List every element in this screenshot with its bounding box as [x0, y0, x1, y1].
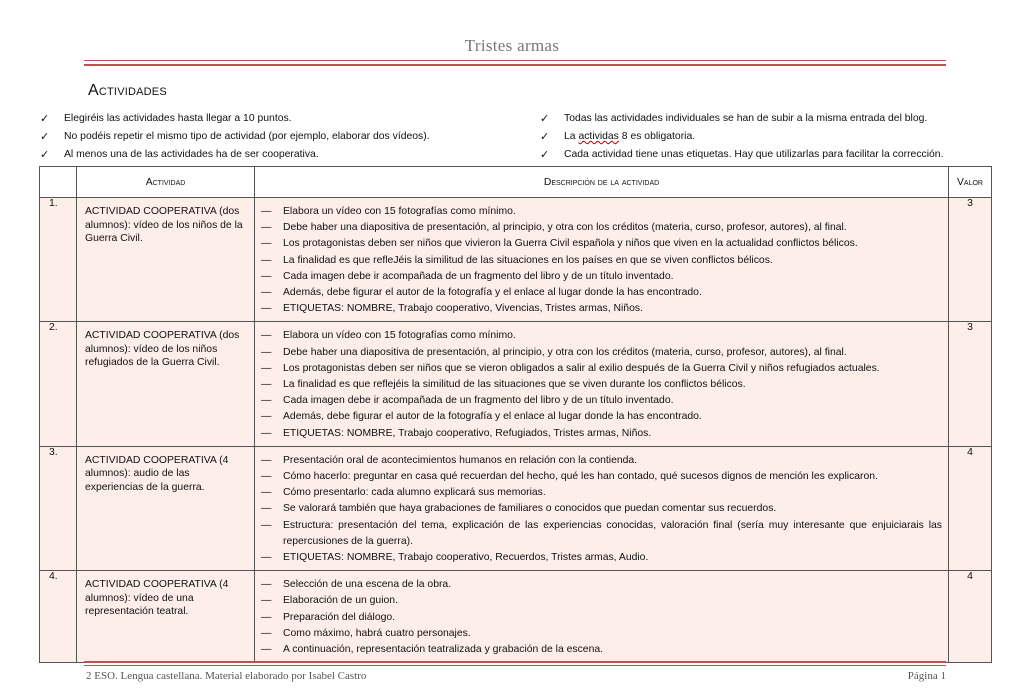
- document-title: Tristes armas: [464, 36, 560, 55]
- description-item: — La finalidad es que refleJéis la similitud de las situaciones en los países en que se viven conflictos bélicos.: [259, 253, 942, 269]
- misspelled-word: actividas: [578, 131, 619, 142]
- header-activity: Actividad: [77, 167, 255, 198]
- dash-icon: —: [261, 222, 272, 234]
- instruction-text-start: La: [564, 131, 576, 142]
- header-description: Descripción de la actividad: [255, 167, 949, 198]
- description-item: — Los protagonistas deben ser niños que se vieron obligados a salir al exilio después de la Guerra Civil y niños refugiados actuales.: [259, 361, 942, 377]
- table-row: [40, 198, 992, 322]
- activity-description: [255, 322, 949, 446]
- activity-description: [255, 446, 949, 570]
- description-item: — Selección de una escena de la obra.: [259, 577, 942, 593]
- activity-name: ACTIVIDAD COOPERATIVA (dos alumnos): vídeo de los niños de la Guerra Civil.: [77, 198, 255, 322]
- activity-name: ACTIVIDAD COOPERATIVA (4 alumnos): audio de las experiencias de la guerra.: [77, 446, 255, 570]
- description-item: — Además, debe figurar el autor de la fotografía y el enlace al lugar donde la has encontrado.: [259, 285, 942, 301]
- instruction-item: [40, 146, 510, 164]
- instruction-text: [564, 128, 695, 146]
- checkmark-icon: ✓: [40, 113, 50, 125]
- activity-value: 4: [949, 571, 992, 663]
- dash-icon: —: [261, 487, 272, 499]
- activity-value: 4: [949, 446, 992, 570]
- checkmark-icon: ✓: [540, 113, 550, 125]
- instruction-text: No podéis repetir el mismo tipo de actividad (por ejemplo, elaborar dos vídeos).: [64, 131, 430, 142]
- instruction-text: Cada actividad tiene unas etiquetas. Hay que utilizarlas para facilitar la corrección.: [564, 149, 944, 160]
- dash-icon: —: [261, 287, 272, 299]
- activity-description: [255, 198, 949, 322]
- instruction-text: Todas las actividades individuales se han de subir a la misma entrada del blog.: [564, 113, 928, 124]
- checkmark-icon: ✓: [540, 149, 550, 161]
- description-item: — ETIQUETAS: NOMBRE, Trabajo cooperativo, Refugiados, Tristes armas, Niños.: [259, 426, 942, 442]
- dash-icon: —: [261, 270, 272, 282]
- dash-icon: —: [261, 552, 272, 564]
- dash-icon: —: [261, 395, 272, 407]
- description-item: — Elabora un vídeo con 15 fotografías como mínimo.: [259, 328, 942, 344]
- description-item: — Cada imagen debe ir acompañada de un fragmento del libro y de un título inventado.: [259, 393, 942, 409]
- description-item: — Elabora un vídeo con 15 fotografías como mínimo.: [259, 204, 942, 220]
- dash-icon: —: [261, 346, 272, 358]
- header-value: Valor: [949, 167, 992, 198]
- instruction-item: [40, 128, 510, 146]
- instruction-item: [40, 110, 510, 128]
- row-number: 2.: [40, 322, 77, 446]
- dash-icon: —: [261, 238, 272, 250]
- page-number: Página 1: [907, 670, 946, 682]
- dash-icon: —: [261, 471, 272, 483]
- instruction-text-end: 8 es obligatoria.: [621, 131, 696, 142]
- dash-icon: —: [261, 454, 272, 466]
- instruction-item: [540, 110, 990, 128]
- description-item: — Elaboración de un guion.: [259, 593, 942, 609]
- instruction-text: Elegiréis las actividades hasta llegar a 10 puntos.: [64, 113, 292, 124]
- dash-icon: —: [261, 627, 272, 639]
- instruction-item: [540, 146, 990, 164]
- description-item: — Cómo hacerlo: preguntar en casa qué recuerdan del hecho, qué les han contado, qué sucesos dignos de mención les explicaron.: [259, 469, 942, 485]
- dash-icon: —: [261, 595, 272, 607]
- description-item: — Debe haber una diapositiva de presentación, al principio, y otra con los créditos (materia, curso, profesor, autores), al final.: [259, 345, 942, 361]
- checkmark-icon: ✓: [40, 149, 50, 161]
- activity-name: ACTIVIDAD COOPERATIVA (dos alumnos): vídeo de los niños refugiados de la Guerra Civil.: [77, 322, 255, 446]
- activity-name: ACTIVIDAD COOPERATIVA (4 alumnos): vídeo de una representación teatral.: [77, 571, 255, 663]
- activities-table: [39, 166, 992, 663]
- description-item: — Se valorará también que haya grabaciones de familiares o conocidos que puedan comentar sus recuerdos.: [259, 501, 942, 517]
- instructions-right: [540, 110, 990, 164]
- description-item: — Presentación oral de acontecimientos humanos en relación con la contienda.: [259, 453, 942, 469]
- description-item: — Cómo presentarlo: cada alumno explicará sus memorias.: [259, 485, 942, 501]
- description-item: — La finalidad es que reflejéis la similitud de las situaciones que se viven durante los conflictos bélicos.: [259, 377, 942, 393]
- description-item: — Estructura: presentación del tema, explicación de las experiencias conocidas, valoración final (sería muy interesante que enjuiciarais las repercusiones de la guerra).: [259, 518, 942, 550]
- description-item: — ETIQUETAS: NOMBRE, Trabajo cooperativo, Vivencias, Tristes armas, Niños.: [259, 301, 942, 317]
- table-row: [40, 571, 992, 663]
- dash-icon: —: [261, 303, 272, 315]
- instruction-text: Al menos una de las actividades ha de ser cooperativa.: [64, 149, 319, 160]
- description-item: — Preparación del diálogo.: [259, 610, 942, 626]
- description-item: — Como máximo, habrá cuatro personajes.: [259, 626, 942, 642]
- activity-value: 3: [949, 198, 992, 322]
- instruction-item: [540, 128, 990, 146]
- description-item: — Además, debe figurar el autor de la fotografía y el enlace al lugar donde la has encontrado.: [259, 409, 942, 425]
- dash-icon: —: [261, 519, 272, 531]
- dash-icon: —: [261, 611, 272, 623]
- header-double-rule: [84, 60, 946, 66]
- row-number: 3.: [40, 446, 77, 570]
- table-row: [40, 446, 992, 570]
- dash-icon: —: [261, 362, 272, 374]
- footer-text: 2 ESO. Lengua castellana. Material elaborado por Isabel Castro: [86, 670, 367, 682]
- footer-double-rule: [84, 661, 946, 666]
- table-header-row: [40, 167, 992, 198]
- dash-icon: —: [261, 206, 272, 217]
- description-item: — ETIQUETAS: NOMBRE, Trabajo cooperativo, Recuerdos, Tristes armas, Audio.: [259, 550, 942, 566]
- activity-value: 3: [949, 322, 992, 446]
- description-item: — Cada imagen debe ir acompañada de un fragmento del libro y de un título inventado.: [259, 269, 942, 285]
- dash-icon: —: [261, 427, 272, 439]
- dash-icon: —: [261, 254, 272, 266]
- row-number: 1.: [40, 198, 77, 322]
- dash-icon: —: [261, 579, 272, 591]
- dash-icon: —: [261, 379, 272, 391]
- dash-icon: —: [261, 330, 272, 342]
- checkmark-icon: ✓: [40, 131, 50, 143]
- activity-description: [255, 571, 949, 663]
- row-number: 4.: [40, 571, 77, 663]
- description-item: — Los protagonistas deben ser niños que vivieron la Guerra Civil española y niños que viven en la actualidad conflictos bélicos.: [259, 236, 942, 252]
- header-number: [40, 167, 77, 198]
- dash-icon: —: [261, 644, 272, 656]
- description-item: — A continuación, representación teatralizada y grabación de la escena.: [259, 642, 942, 658]
- table-row: [40, 322, 992, 446]
- dash-icon: —: [261, 411, 272, 423]
- checkmark-icon: ✓: [540, 131, 550, 143]
- dash-icon: —: [261, 503, 272, 515]
- description-item: — Debe haber una diapositiva de presentación, al principio, y otra con los créditos (materia, curso, profesor, autores), al final.: [259, 220, 942, 236]
- section-heading: Actividades: [88, 82, 167, 99]
- instructions-left: [40, 110, 510, 164]
